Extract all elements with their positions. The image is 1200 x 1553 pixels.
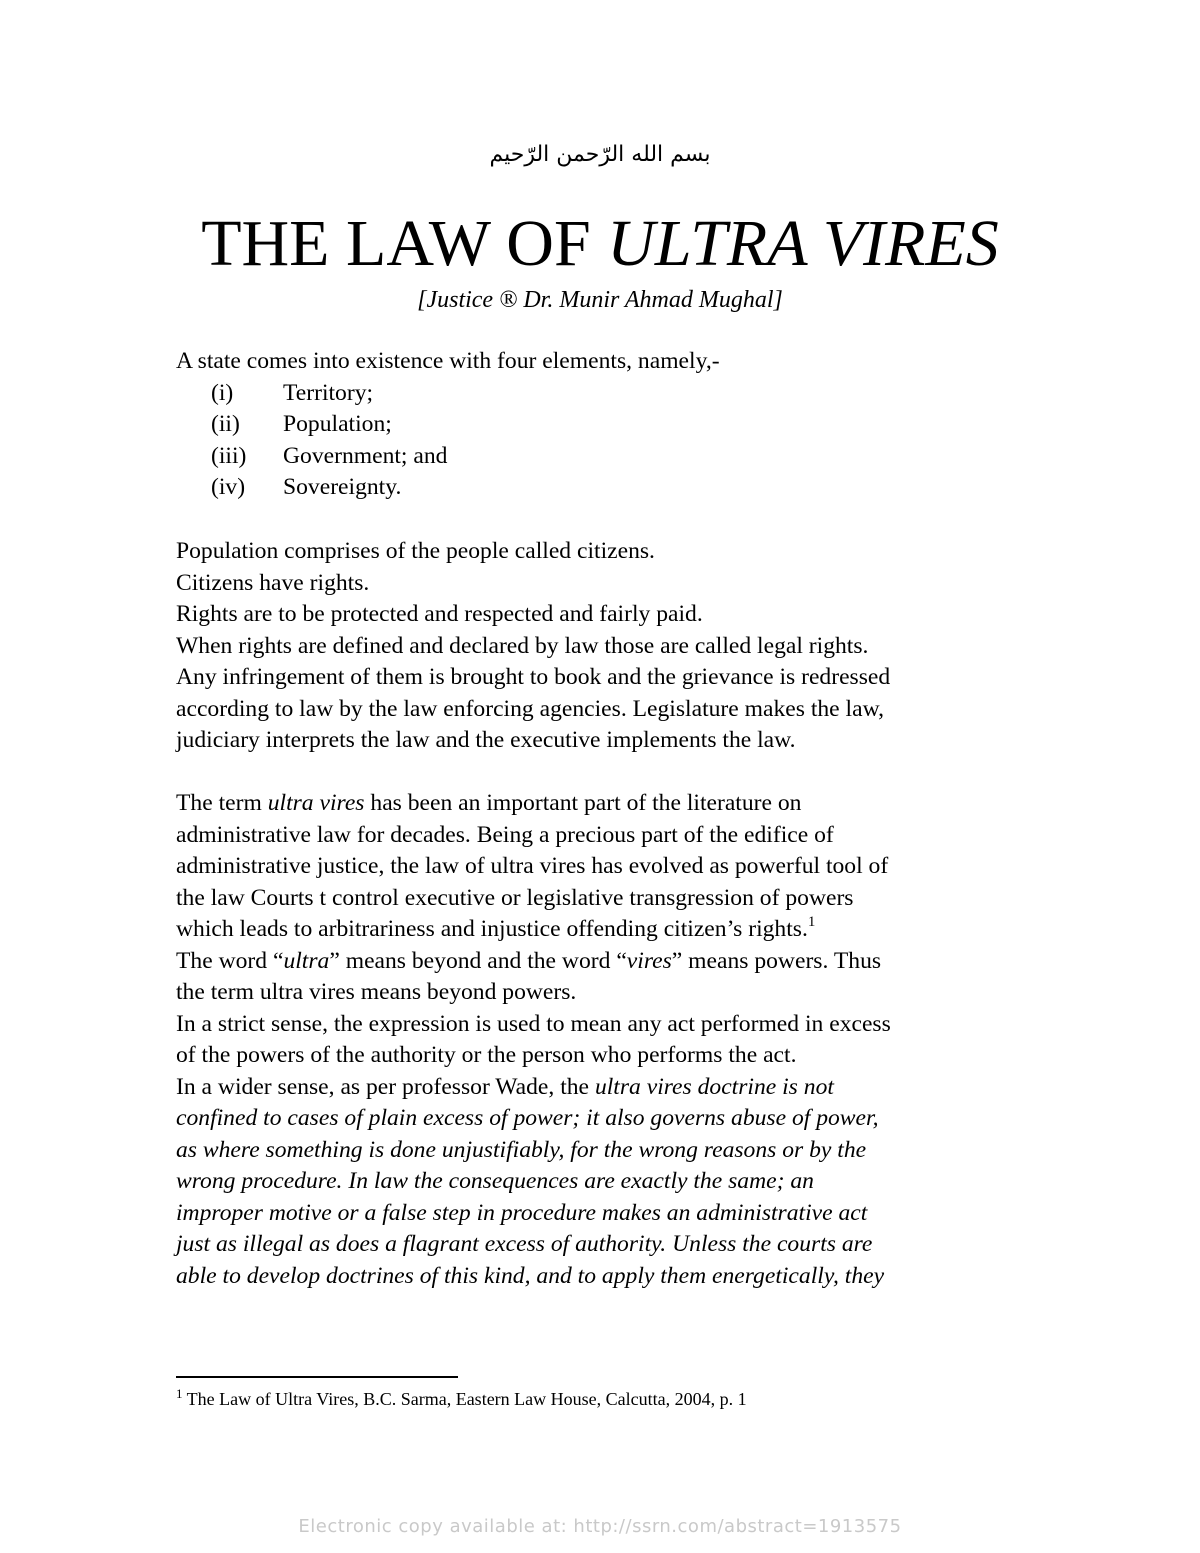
paragraph-line [176,788,1026,820]
list-item-text: Sovereignty. [283,474,402,500]
footnote-reference[interactable]: 1 [807,914,816,930]
paragraph-ultra-vires [176,788,1026,1292]
intro-section [176,346,1026,504]
bismillah-heading: بسم الله الرّحمن الرّحيم [489,142,711,167]
text-run: The term [176,790,268,816]
paragraph-line: When rights are defined and declared by law those are called legal rights. [176,632,869,659]
paragraph-line [176,946,1026,978]
paragraph-line: Population comprises of the people called citizens. [176,538,655,564]
elements-list [176,378,1026,504]
author-byline: [Justice ® Dr. Munir Ahmad Mughal] [417,287,783,313]
paragraph-line: the term ultra vires means beyond powers. [176,979,577,1005]
text-run: The word “ [176,947,284,974]
title-prefix: THE LAW OF [201,207,608,280]
italic-term: vires [626,947,672,974]
ssrn-watermark: Electronic copy available at: http://ssrn.com/abstract=1913575 [298,1516,902,1537]
intro-lead: A state comes into existence with four elements, namely,- [176,348,720,374]
text-run: ” means powers. Thus [671,947,882,974]
text-run: which leads to arbitrariness and injustice offending citizen’s rights. [176,916,808,942]
quote-line: wrong procedure. In law the consequences are exactly the same; an [176,1168,814,1194]
italic-term: ultra [283,947,330,974]
footnote-divider [176,1376,458,1378]
list-item [176,409,1026,441]
paragraph-line: the law Courts t control executive or legislative transgression of powers [176,884,854,911]
quote-line: able to develop doctrines of this kind, and to apply them energetically, they [176,1262,885,1289]
list-item-text: Population; [283,411,392,437]
paragraph-line: Citizens have rights. [176,569,370,596]
paragraph-citizens [176,536,1026,757]
list-item-number: (i) [211,379,234,406]
text-run: has been an important part of the literature on [364,790,802,816]
text-run: ” means beyond and the word “ [329,947,627,974]
italic-quote: ultra vires doctrine is not [594,1073,834,1100]
paragraph-line: according to law by the law enforcing agencies. Legislature makes the law, [176,695,884,722]
list-item [176,378,1026,410]
list-item-text: Government; and [283,442,448,469]
list-item-number: (iii) [211,442,247,469]
paragraph-line [176,1072,1026,1104]
paragraph-line: administrative law for decades. Being a precious part of the edifice of [176,821,834,848]
list-item-number: (iv) [211,474,246,500]
text-run: In a wider sense, as per professor Wade, the [176,1073,595,1100]
quote-line: improper motive or a false step in procedure makes an administrative act [176,1199,868,1226]
quote-line: as where something is done unjustifiably, for the wrong reasons or by the [176,1136,867,1163]
paragraph-line: Any infringement of them is brought to book and the grievance is redressed [176,664,891,690]
footnote [176,1386,747,1412]
paragraph-line: administrative justice, the law of ultra vires has evolved as powerful tool of [176,853,889,879]
list-item [176,472,1026,504]
italic-term: ultra vires [267,790,365,816]
quote-line: confined to cases of plain excess of power; it also governs abuse of power, [176,1105,879,1131]
list-item [176,441,1026,473]
paragraph-line: In a strict sense, the expression is used to mean any act performed in excess [176,1010,891,1037]
list-item-text: Territory; [283,379,374,406]
footnote-text: The Law of Ultra Vires, B.C. Sarma, Eastern Law House, Calcutta, 2004, p. 1 [182,1389,747,1409]
paragraph-line [176,914,1026,946]
footnote-number: 1 [176,1386,183,1401]
quote-line: just as illegal as does a flagrant excess of authority. Unless the courts are [176,1231,873,1257]
list-item-number: (ii) [211,411,240,437]
title-italic: ULTRA VIRES [607,207,999,280]
paragraph-line: judiciary interprets the law and the executive implements the law. [176,727,796,753]
paragraph-line: of the powers of the authority or the person who performs the act. [176,1042,797,1068]
paragraph-line: Rights are to be protected and respected and fairly paid. [176,601,703,627]
page-title [0,206,1200,282]
